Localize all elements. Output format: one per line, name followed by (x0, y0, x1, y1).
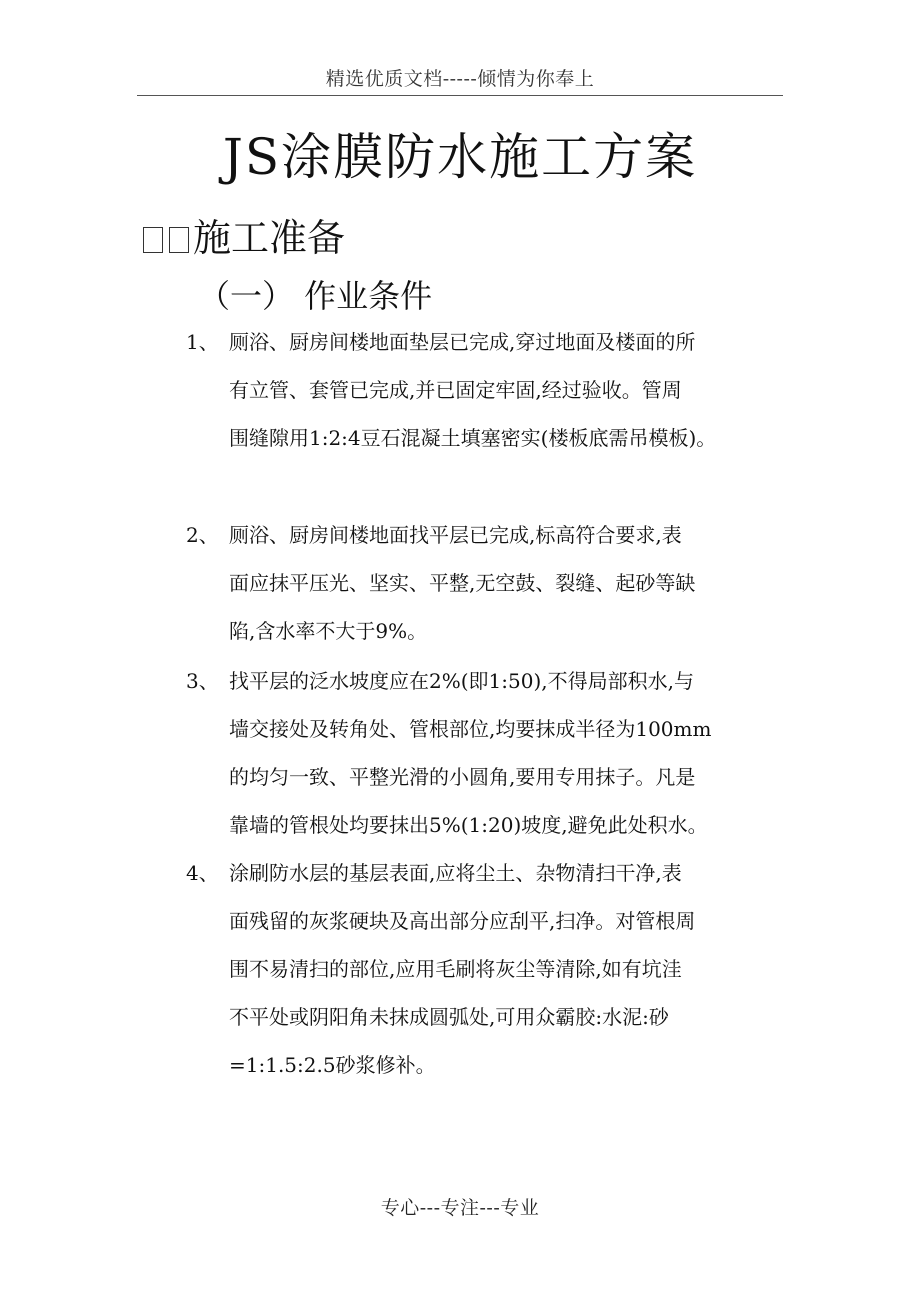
list-item-line: 靠墙的管根处均要抹出5%(1:20)坡度,避免此处积水。 (229, 813, 708, 837)
list-item-line: 厕浴、厨房间楼地面垫层已完成,穿过地面及楼面的所 (229, 330, 696, 354)
list-item-line: 陷,含水率不大于9%。 (229, 619, 428, 643)
list-item-line: 围不易清扫的部位,应用毛刷将灰尘等清除,如有坑洼 (229, 957, 682, 981)
list-item-line: 墙交接处及转角处、管根部位,均要抹成半径为100mm (229, 717, 712, 741)
subsection-heading: （一） 作业条件 (198, 277, 433, 315)
list-item-line: =1:1.5:2.5砂浆修补。 (229, 1053, 436, 1077)
list-item-number: 2、 (186, 523, 219, 547)
page-footer: 专心---专注---专业 (380, 1197, 540, 1219)
list-item-line: 涂刷防水层的基层表面,应将尘土、杂物清扫干净,表 (229, 861, 682, 885)
list-item-line: 面应抹平压光、坚实、平整,无空鼓、裂缝、起砂等缺 (229, 571, 696, 595)
missing-glyph-box-icon (169, 227, 189, 253)
list-item-line: 厕浴、厨房间楼地面找平层已完成,标高符合要求,表 (229, 523, 682, 547)
document-title: JS涂膜防水施工方案 (222, 128, 698, 186)
list-item-line: 的均匀一致、平整光滑的小圆角,要用专用抹子。凡是 (229, 765, 696, 789)
section-heading (143, 213, 345, 263)
list-item-number: 1、 (186, 330, 219, 354)
header-divider (137, 95, 783, 96)
list-item-number: 3、 (186, 669, 219, 693)
missing-glyph-box-icon (143, 227, 163, 253)
list-item-line: 不平处或阴阳角未抹成圆弧处,可用众霸胶:水泥:砂 (229, 1005, 669, 1029)
list-item-line: 有立管、套管已完成,并已固定牢固,经过验收。管周 (229, 378, 682, 402)
page-header: 精选优质文档-----倾情为你奉上 (325, 68, 595, 90)
list-item-line: 找平层的泛水坡度应在2%(即1:50),不得局部积水,与 (229, 669, 694, 693)
section-heading-text: 施工准备 (193, 216, 346, 260)
list-item-number: 4、 (186, 861, 219, 885)
list-item-line: 围缝隙用1:2:4豆石混凝土填塞密实(楼板底需吊模板)。 (229, 426, 717, 450)
list-item-line: 面残留的灰浆硬块及高出部分应刮平,扫净。对管根周 (229, 909, 696, 933)
